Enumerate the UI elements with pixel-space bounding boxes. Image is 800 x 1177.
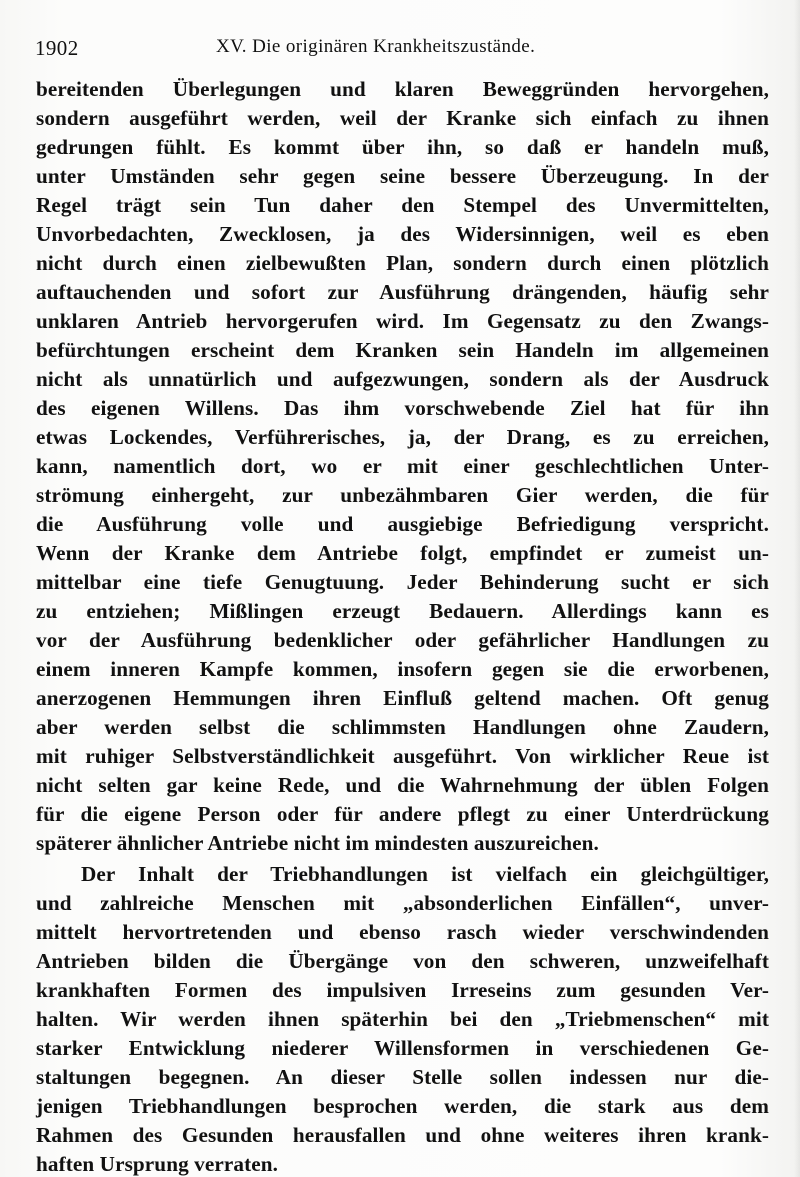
text-line: Wenn der Kranke dem Antriebe folgt, empfindet er zumeist un-	[36, 541, 769, 565]
text-line: zu entziehen; Mißlingen erzeugt Bedauern. Allerdings kann es	[36, 599, 769, 623]
text-line: staltungen begegnen. An dieser Stelle sollen indessen nur die-	[36, 1065, 769, 1089]
text-line: Rahmen des Gesunden herausfallen und ohne weiteres ihren krank-	[36, 1123, 769, 1147]
page-edge-shadow	[794, 0, 800, 1177]
text-line: für die eigene Person oder für andere pflegt zu einer Unterdrückung	[36, 802, 769, 826]
text-line: Regel trägt sein Tun daher den Stempel des Unvermittelten,	[36, 193, 769, 217]
text-line: des eigenen Willens. Das ihm vorschwebende Ziel hat für ihn	[36, 396, 769, 420]
text-line: auftauchenden und sofort zur Ausführung drängenden, häufig sehr	[36, 280, 769, 304]
text-line: halten. Wir werden ihnen späterhin bei den „Triebmenschen“ mit	[36, 1007, 769, 1031]
text-line: mittelt hervortretenden und ebenso rasch wieder verschwindenden	[36, 920, 769, 944]
text-line: sondern ausgeführt werden, weil der Kranke sich einfach zu ihnen	[36, 106, 769, 130]
running-title: XV. Die originären Krankheitszustände.	[216, 36, 536, 57]
paragraph-end-line: haften Ursprung verraten.	[36, 1152, 279, 1176]
text-line: und zahlreiche Menschen mit „absonderlichen Einfällen“, unver-	[36, 891, 769, 915]
text-line: starker Entwicklung niederer Willensformen in verschiedenen Ge-	[36, 1036, 769, 1060]
text-line: mittelbar eine tiefe Genugtuung. Jeder Behinderung sucht er sich	[36, 570, 769, 594]
text-line: nicht durch einen zielbewußten Plan, sondern durch einen plötzlich	[36, 251, 769, 275]
text-line: nicht als unnatürlich und aufgezwungen, sondern als der Ausdruck	[36, 367, 769, 391]
text-line: bereitenden Überlegungen und klaren Beweggründen hervorgehen,	[36, 77, 769, 101]
page-header	[35, 36, 765, 60]
text-line: die Ausführung volle und ausgiebige Befriedigung verspricht.	[36, 512, 769, 536]
paragraph-start-line: Der Inhalt der Triebhandlungen ist vielfach ein gleichgültiger,	[81, 862, 769, 886]
text-line: gedrungen fühlt. Es kommt über ihn, so daß er handeln muß,	[36, 135, 769, 159]
text-line: anerzogenen Hemmungen ihren Einfluß geltend machen. Oft genug	[36, 686, 769, 710]
text-line: befürchtungen erscheint dem Kranken sein Handeln im allgemeinen	[36, 338, 769, 362]
body-text	[36, 75, 769, 1177]
text-line: etwas Lockendes, Verführerisches, ja, der Drang, es zu erreichen,	[36, 425, 769, 449]
text-line: Unvorbedachten, Zwecklosen, ja des Widersinnigen, weil es eben	[36, 222, 769, 246]
text-line: nicht selten gar keine Rede, und die Wahrnehmung der üblen Folgen	[36, 773, 769, 797]
text-line: einem inneren Kampfe kommen, insofern gegen sie die erworbenen,	[36, 657, 769, 681]
text-line: vor der Ausführung bedenklicher oder gefährlicher Handlungen zu	[36, 628, 769, 652]
text-line: Antrieben bilden die Übergänge von den schweren, unzweifelhaft	[36, 949, 769, 973]
text-line: unklaren Antrieb hervorgerufen wird. Im Gegensatz zu den Zwangs-	[36, 309, 769, 333]
page-number: 1902	[35, 36, 79, 60]
text-line: jenigen Triebhandlungen besprochen werden, die stark aus dem	[36, 1094, 769, 1118]
paragraph-end-line: späterer ähnlicher Antriebe nicht im mindesten auszureichen.	[36, 831, 599, 855]
text-line: kann, namentlich dort, wo er mit einer geschlechtlichen Unter-	[36, 454, 769, 478]
text-line: strömung einhergeht, zur unbezähmbaren Gier werden, die für	[36, 483, 769, 507]
text-line: krankhaften Formen des impulsiven Irreseins zum gesunden Ver-	[36, 978, 769, 1002]
text-line: aber werden selbst die schlimmsten Handlungen ohne Zaudern,	[36, 715, 769, 739]
text-line: unter Umständen sehr gegen seine bessere Überzeugung. In der	[36, 164, 769, 188]
text-line: mit ruhiger Selbstverständlichkeit ausgeführt. Von wirklicher Reue ist	[36, 744, 769, 768]
